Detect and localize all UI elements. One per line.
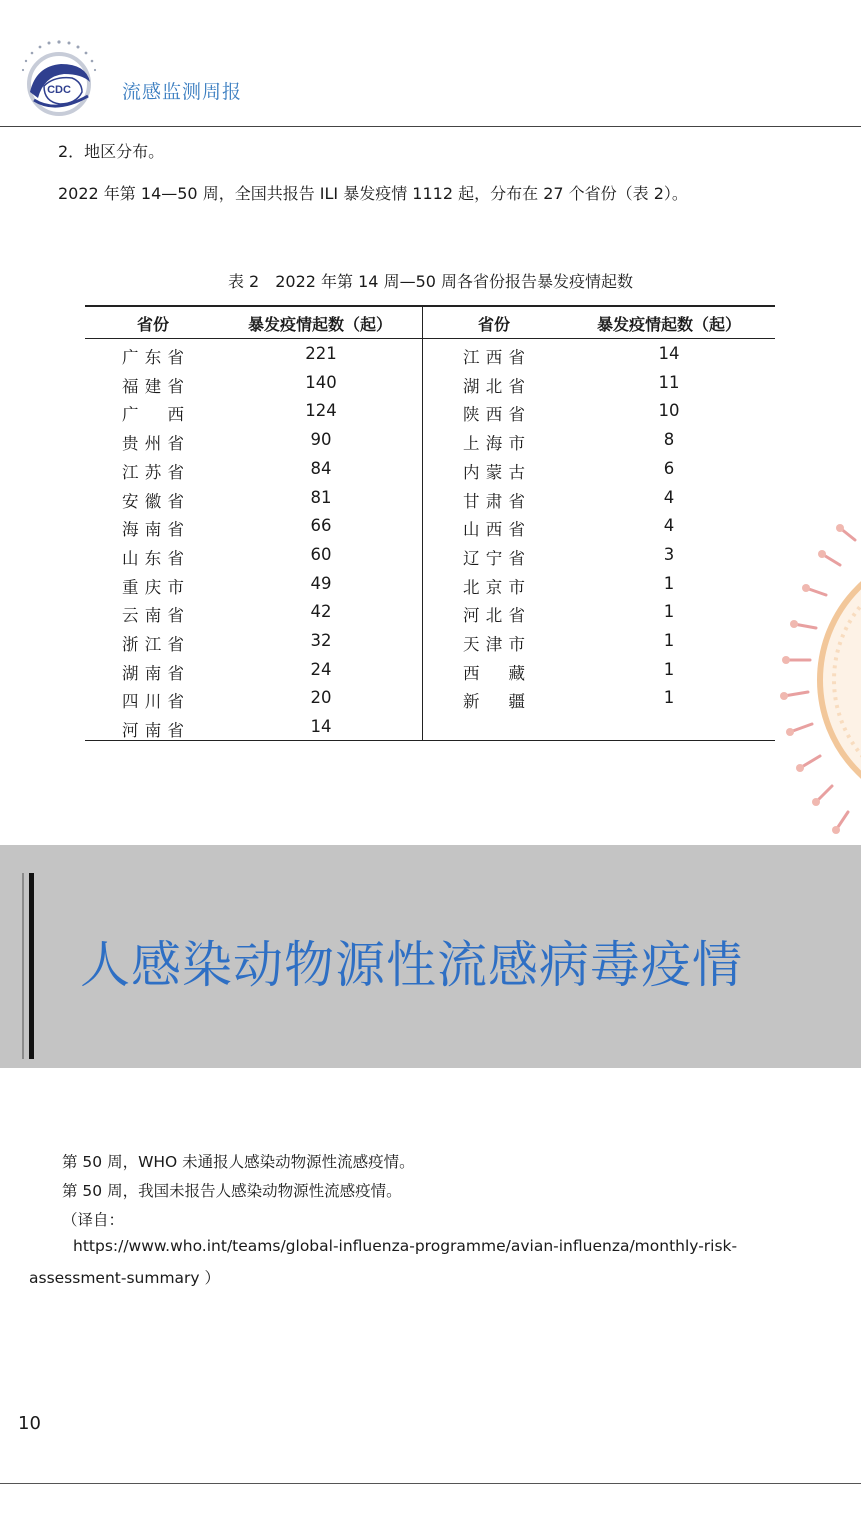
province-cell: 陕西省 bbox=[463, 405, 525, 425]
count-cell: 32 bbox=[310, 631, 332, 650]
count-cell: 1 bbox=[663, 602, 675, 622]
count-cell: 42 bbox=[310, 602, 332, 622]
province-cell: 上海市 bbox=[463, 434, 525, 454]
body-paragraph-china: 第 50 周，我国未报告人感染动物源性流感疫情。 bbox=[62, 1182, 402, 1200]
province-cell: 湖北省 bbox=[463, 376, 525, 396]
count-cell: 221 bbox=[305, 344, 337, 363]
cdc-logo bbox=[16, 36, 102, 122]
province-cell: 河南省 bbox=[122, 721, 184, 741]
count-cell: 124 bbox=[305, 401, 337, 421]
province-cell: 湖南省 bbox=[122, 663, 184, 683]
province-cell: 甘肃省 bbox=[463, 491, 525, 511]
table-row bbox=[85, 369, 775, 398]
source-url-line1: https://www.who.int/teams/global-influenza-programme/avian-influenza/monthly-risk- bbox=[73, 1237, 738, 1255]
province-cell: 安徽省 bbox=[122, 491, 184, 511]
table-row bbox=[85, 340, 775, 369]
header-divider bbox=[0, 126, 861, 127]
section-banner bbox=[0, 845, 861, 1068]
province-cell: 江苏省 bbox=[122, 462, 184, 482]
table-row bbox=[85, 512, 775, 541]
province-outbreak-table bbox=[85, 305, 775, 741]
virus-illustration bbox=[760, 520, 861, 850]
table-row bbox=[85, 397, 775, 426]
table-row bbox=[85, 627, 775, 656]
intro-paragraph: 2022 年第 14—50 周，全国共报告 ILI 暴发疫情 1112 起，分布在 27 个省份（表 2）。 bbox=[58, 184, 688, 203]
count-cell: 49 bbox=[310, 573, 332, 593]
count-cell: 10 bbox=[658, 401, 680, 421]
province-cell: 新疆 bbox=[463, 692, 525, 712]
section-label: 2．地区分布。 bbox=[58, 142, 165, 161]
count-cell: 1 bbox=[663, 631, 675, 650]
count-cell: 90 bbox=[310, 430, 332, 450]
table-row bbox=[85, 484, 775, 513]
table-row bbox=[85, 455, 775, 484]
logo-text: CDC bbox=[47, 84, 71, 96]
province-cell: 江西省 bbox=[463, 348, 525, 367]
table-row bbox=[85, 570, 775, 599]
province-cell: 重庆市 bbox=[122, 577, 184, 597]
count-cell: 60 bbox=[310, 544, 332, 564]
banner-accent-thick bbox=[29, 873, 34, 1059]
province-cell: 云南省 bbox=[122, 606, 184, 626]
table-header-count-left: 暴发疫情起数（起） bbox=[247, 315, 392, 334]
province-cell: 辽宁省 bbox=[463, 548, 525, 568]
count-cell: 6 bbox=[663, 458, 675, 478]
province-cell: 内蒙古 bbox=[463, 462, 525, 482]
province-cell: 天津市 bbox=[463, 635, 525, 654]
province-cell: 广东省 bbox=[122, 348, 184, 367]
count-cell: 4 bbox=[663, 487, 675, 507]
province-cell: 广西 bbox=[122, 405, 184, 425]
publication-title: 流感监测周报 bbox=[122, 81, 243, 103]
province-cell: 山西省 bbox=[463, 520, 525, 540]
province-cell: 福建省 bbox=[122, 376, 184, 396]
count-cell: 11 bbox=[658, 372, 680, 392]
footer-divider bbox=[0, 1483, 861, 1484]
province-cell: 四川省 bbox=[122, 692, 184, 712]
table-row bbox=[85, 656, 775, 685]
count-cell: 4 bbox=[663, 516, 675, 536]
table-row bbox=[85, 598, 775, 627]
count-cell: 24 bbox=[310, 659, 332, 679]
province-cell: 贵州省 bbox=[122, 434, 184, 454]
province-cell: 浙江省 bbox=[122, 635, 184, 654]
province-cell: 北京市 bbox=[463, 577, 525, 597]
body-paragraph-source: （译自： bbox=[62, 1211, 125, 1229]
count-cell: 14 bbox=[310, 717, 332, 737]
table-header-province-right: 省份 bbox=[477, 315, 510, 334]
count-cell: 14 bbox=[658, 344, 680, 363]
table-header-rule bbox=[85, 338, 775, 339]
table-row bbox=[85, 426, 775, 455]
table-header-province-left: 省份 bbox=[136, 315, 169, 334]
count-cell: 3 bbox=[663, 544, 675, 564]
count-cell: 1 bbox=[663, 573, 675, 593]
province-cell: 海南省 bbox=[122, 520, 184, 540]
table-row bbox=[85, 684, 775, 713]
banner-title: 人感染动物源性流感病毒疫情 bbox=[80, 936, 743, 994]
province-cell: 西藏 bbox=[463, 663, 525, 683]
count-cell: 8 bbox=[663, 430, 675, 450]
banner-accent-thin bbox=[22, 873, 24, 1059]
count-cell: 1 bbox=[663, 688, 675, 708]
table-row bbox=[85, 713, 775, 742]
province-cell: 山东省 bbox=[122, 548, 184, 568]
count-cell: 1 bbox=[663, 659, 675, 679]
page-number: 10 bbox=[18, 1413, 41, 1434]
count-cell: 66 bbox=[310, 516, 332, 536]
count-cell: 20 bbox=[310, 688, 332, 708]
count-cell: 84 bbox=[310, 458, 332, 478]
table-row bbox=[85, 541, 775, 570]
table-header-count-right: 暴发疫情起数（起） bbox=[596, 315, 741, 334]
table-caption: 表 2 2022 年第 14 周—50 周各省份报告暴发疫情起数 bbox=[227, 272, 634, 291]
table-top-rule bbox=[85, 305, 775, 307]
source-url-line2: assessment-summary ） bbox=[29, 1269, 221, 1287]
body-paragraph-who: 第 50 周，WHO 未通报人感染动物源性流感疫情。 bbox=[62, 1153, 415, 1171]
count-cell: 81 bbox=[310, 487, 332, 507]
province-cell: 河北省 bbox=[463, 606, 525, 626]
count-cell: 140 bbox=[305, 372, 337, 392]
